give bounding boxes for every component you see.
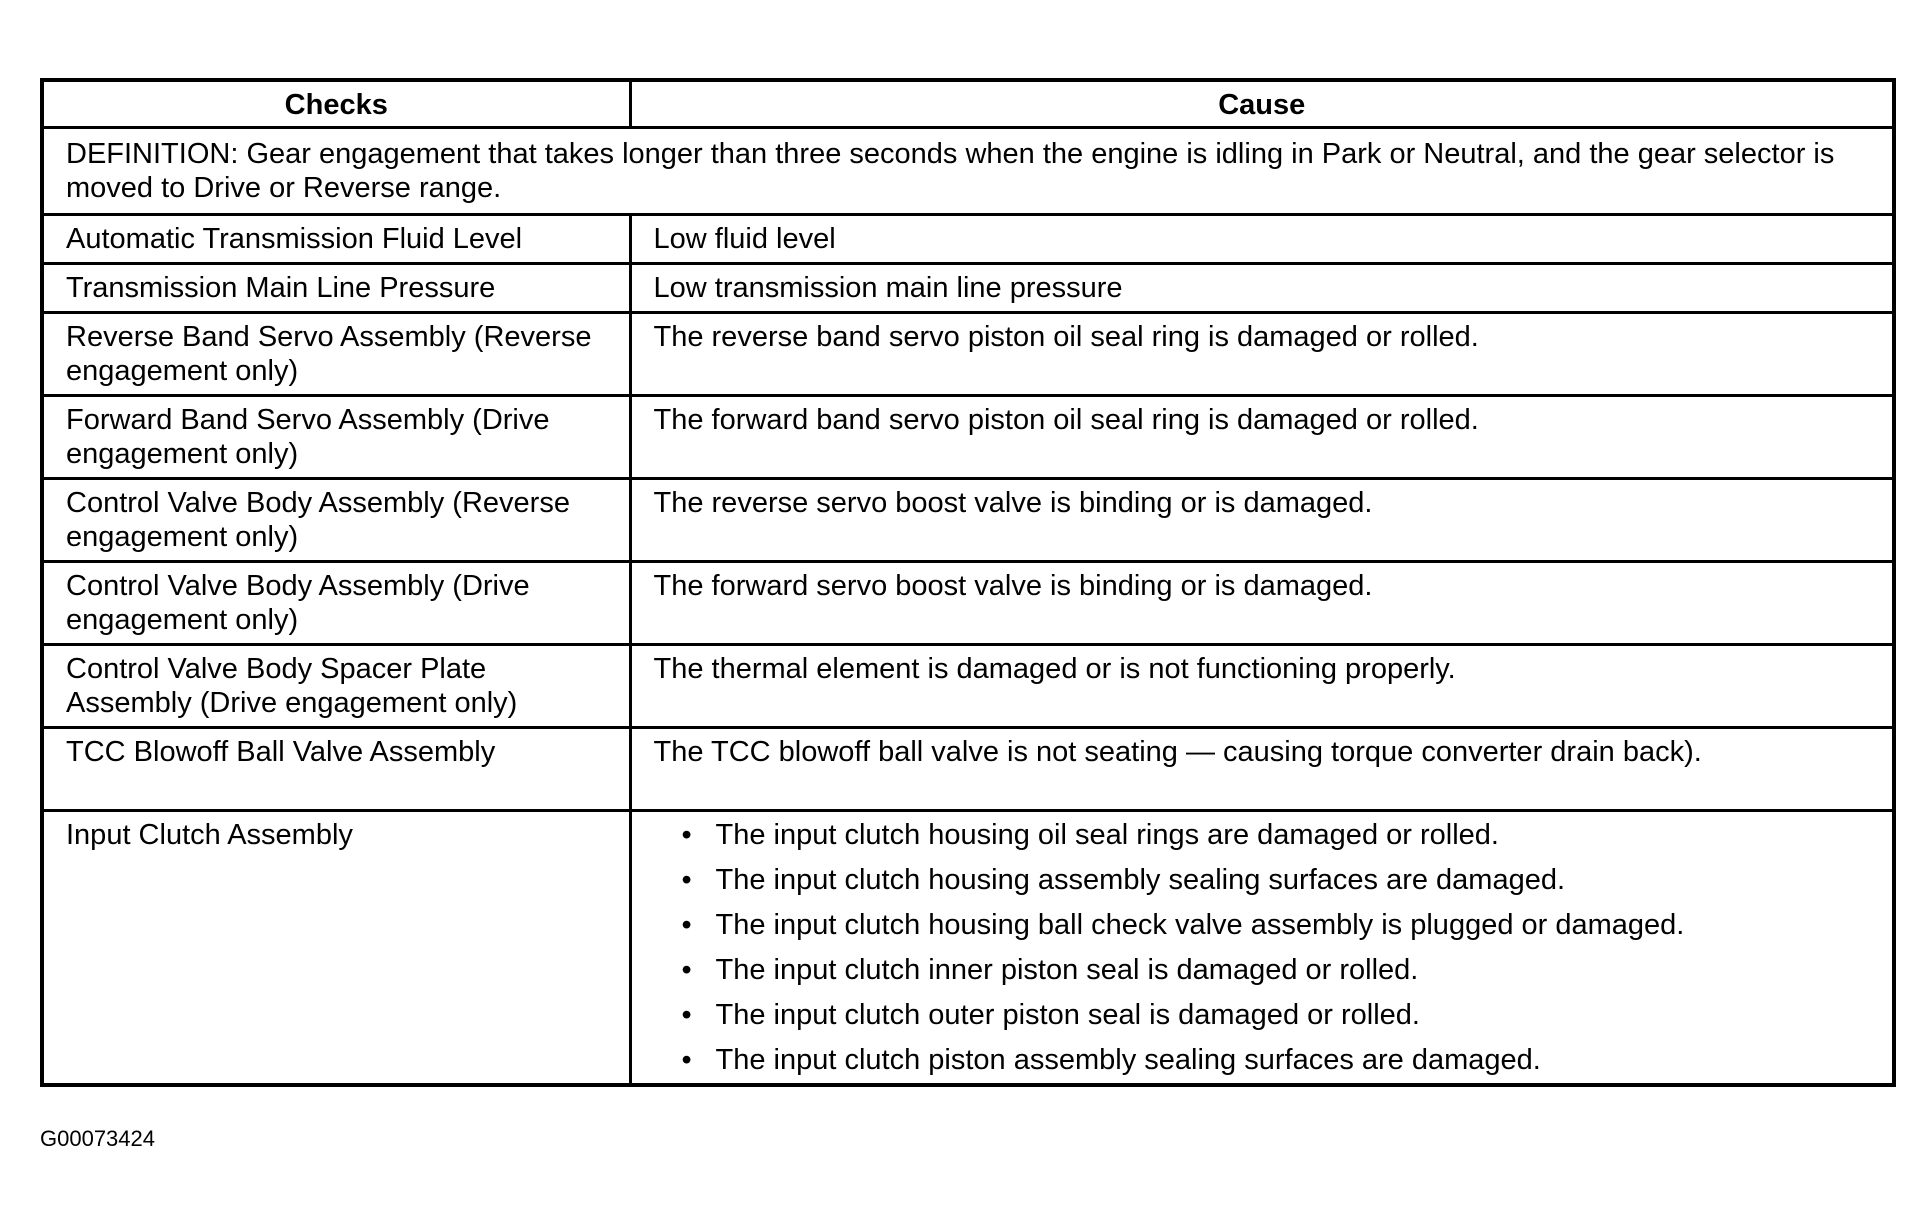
list-item-text: The input clutch housing oil seal rings are damaged or rolled. <box>715 819 1499 851</box>
bullet-icon: • <box>681 1044 692 1076</box>
check-cell: Control Valve Body Assembly (Reverse engagement only) <box>42 479 630 562</box>
table-row <box>42 811 1894 1086</box>
table-row <box>42 215 1894 264</box>
diagnostic-table <box>40 78 1896 1087</box>
check-cell: Automatic Transmission Fluid Level <box>42 215 630 264</box>
bullet-icon: • <box>681 954 692 986</box>
table-row <box>42 728 1894 811</box>
table-header-row <box>42 80 1894 128</box>
cause-cell <box>630 811 1894 1086</box>
check-cell: Reverse Band Servo Assembly (Reverse engagement only) <box>42 313 630 396</box>
list-item <box>682 1043 1873 1077</box>
list-item <box>682 863 1873 897</box>
cause-cell: Low transmission main line pressure <box>630 264 1894 313</box>
cause-cell: The TCC blowoff ball valve is not seating — causing torque converter drain back). <box>630 728 1894 811</box>
cause-cell: The reverse band servo piston oil seal ring is damaged or rolled. <box>630 313 1894 396</box>
list-item <box>682 908 1873 942</box>
bullet-icon: • <box>681 819 692 851</box>
cause-list <box>654 818 1873 1077</box>
list-item <box>682 953 1873 987</box>
check-cell: Control Valve Body Spacer Plate Assembly (Drive engagement only) <box>42 645 630 728</box>
table-row <box>42 645 1894 728</box>
check-cell: TCC Blowoff Ball Valve Assembly <box>42 728 630 811</box>
table-row <box>42 396 1894 479</box>
table-row <box>42 264 1894 313</box>
list-item-text: The input clutch outer piston seal is damaged or rolled. <box>715 999 1420 1031</box>
list-item-text: The input clutch housing ball check valve assembly is plugged or damaged. <box>715 909 1685 941</box>
list-item <box>682 818 1873 852</box>
check-cell: Input Clutch Assembly <box>42 811 630 1086</box>
cause-cell: The thermal element is damaged or is not functioning properly. <box>630 645 1894 728</box>
check-cell: Control Valve Body Assembly (Drive engagement only) <box>42 562 630 645</box>
table-row <box>42 313 1894 396</box>
cause-cell: The reverse servo boost valve is binding or is damaged. <box>630 479 1894 562</box>
cause-cell: The forward servo boost valve is binding or is damaged. <box>630 562 1894 645</box>
table-row <box>42 562 1894 645</box>
list-item <box>682 998 1873 1032</box>
bullet-icon: • <box>681 864 692 896</box>
cause-cell: The forward band servo piston oil seal ring is damaged or rolled. <box>630 396 1894 479</box>
list-item-text: The input clutch inner piston seal is damaged or rolled. <box>715 954 1419 986</box>
list-item-text: The input clutch housing assembly sealing surfaces are damaged. <box>715 864 1566 896</box>
table-row <box>42 479 1894 562</box>
definition-row <box>42 128 1894 215</box>
check-cell: Transmission Main Line Pressure <box>42 264 630 313</box>
cause-column-header: Cause <box>630 80 1894 128</box>
bullet-icon: • <box>681 999 692 1031</box>
bullet-icon: • <box>681 909 692 941</box>
check-cell: Forward Band Servo Assembly (Drive engagement only) <box>42 396 630 479</box>
list-item-text: The input clutch piston assembly sealing surfaces are damaged. <box>715 1044 1541 1076</box>
figure-id: G00073424 <box>40 1126 155 1151</box>
diagnostic-table-container <box>40 78 1896 1087</box>
definition-text: DEFINITION: Gear engagement that takes longer than three seconds when the engine is idling in Park or Neutral, and the gear selector is moved to Drive or Reverse range. <box>42 128 1894 215</box>
checks-column-header: Checks <box>42 80 630 128</box>
cause-cell: Low fluid level <box>630 215 1894 264</box>
